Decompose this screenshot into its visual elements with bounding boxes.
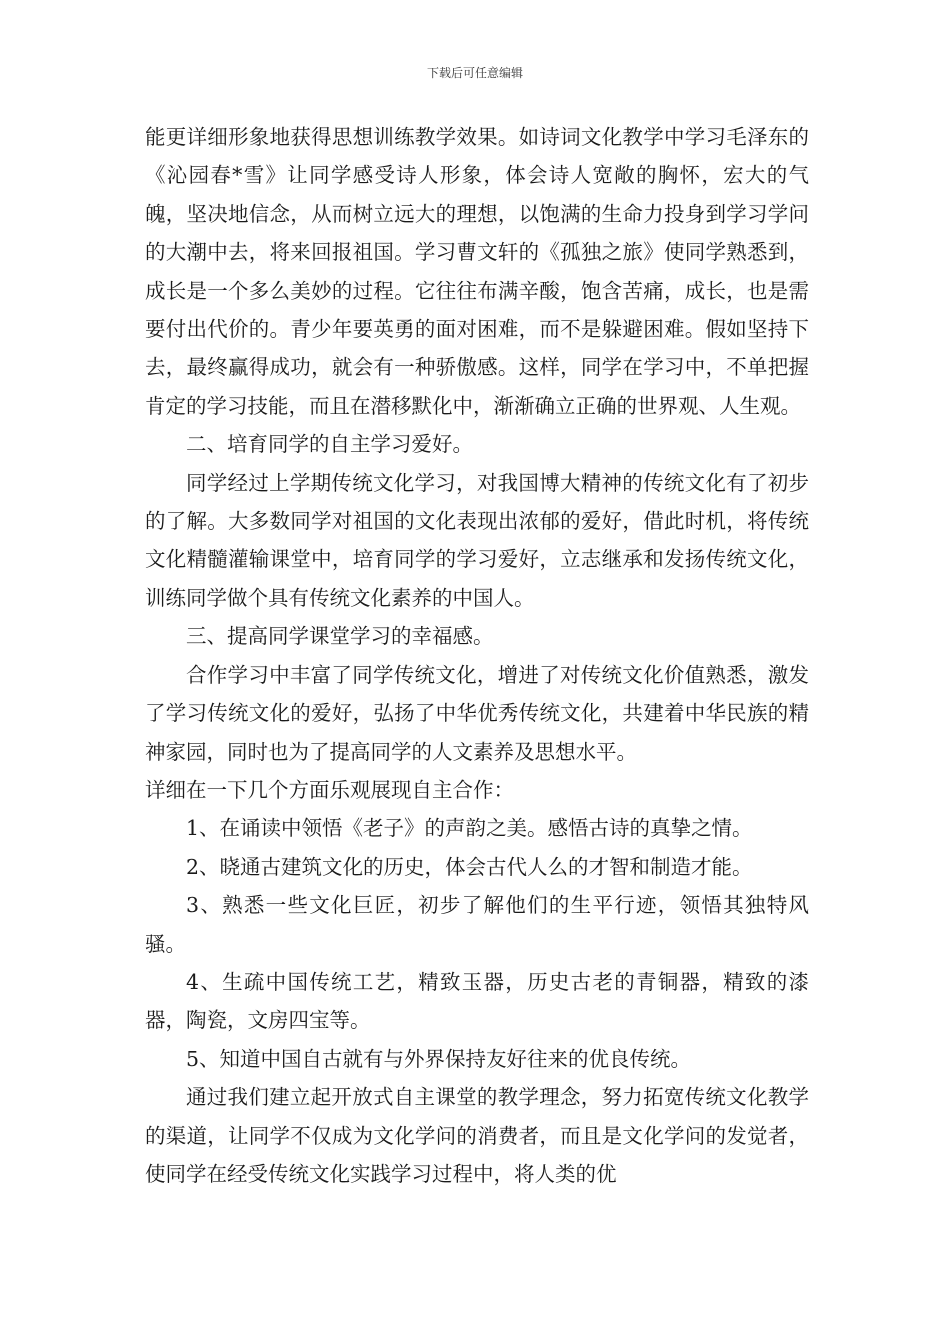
list-item: 1、在诵读中领悟《老子》的声韵之美。感悟古诗的真挚之情。 [186,816,753,841]
paragraph: 同学经过上学期传统文化学习，对我国博大精神的传统文化有了初步的了解。大多数同学对祖国的文化表现出浓郁的爱好，借此时机，将传统文化精髓灌输课堂中，培育同学的学习爱好，立志继承和发扬传统文化，训练同学做个具有传统文化素养的中国人。 [145,470,809,610]
section-heading-2: 二、培育同学的自主学习爱好。 [186,432,473,457]
section-heading-3: 三、提高同学课堂学习的幸福感。 [186,624,494,649]
page-header: 下载后可任意编辑 [426,66,523,80]
list-item: 2、晓通古建筑文化的历史，体会古代人么的才智和制造才能。 [186,854,753,879]
list-item: 3、熟悉一些文化巨匠，初步了解他们的生平行迹，领悟其独特风骚。 [145,893,809,956]
paragraph: 详细在一下几个方面乐观展现自主合作： [145,777,514,802]
paragraph: 能更详细形象地获得思想训练教学效果。如诗词文化教学中学习毛泽东的《沁园春*雪》让同学感受诗人形象，体会诗人宽敞的胸怀，宏大的气魄，坚决地信念，从而树立远大的理想，以饱满的生命力投身到学习学问的大潮中去，将来回报祖国。学习曹文轩的《孤独之旅》使同学熟悉到，成长是一个多么美妙的过程。它往往布满辛酸，饱含苦痛，成长，也是需要付出代价的。青少年要英勇的面对困难，而不是躲避困难。假如坚持下去，最终赢得成功，就会有一种骄傲感。这样，同学在学习中，不单把握肯定的学习技能，而且在潜移默化中，渐渐确立正确的世界观、人生观。 [145,125,809,418]
list-item: 5、知道中国自古就有与外界保持友好往来的优良传统。 [186,1046,692,1071]
paragraph: 通过我们建立起开放式自主课堂的教学理念，努力拓宽传统文化教学的渠道，让同学不仅成为文化学问的消费者，而且是文化学问的发觉者，使同学在经受传统文化实践学习过程中，将人类的优 [145,1085,809,1186]
list-item: 4、生疏中国传统工艺，精致玉器，历史古老的青铜器，精致的漆器，陶瓷，文房四宝等。 [145,969,809,1033]
paragraph: 合作学习中丰富了同学传统文化，增进了对传统文化价值熟悉，激发了学习传统文化的爱好，弘扬了中华优秀传统文化，共建着中华民族的精神家园，同时也为了提高同学的人文素养及思想水平。 [145,662,809,764]
document-body [145,118,809,1193]
